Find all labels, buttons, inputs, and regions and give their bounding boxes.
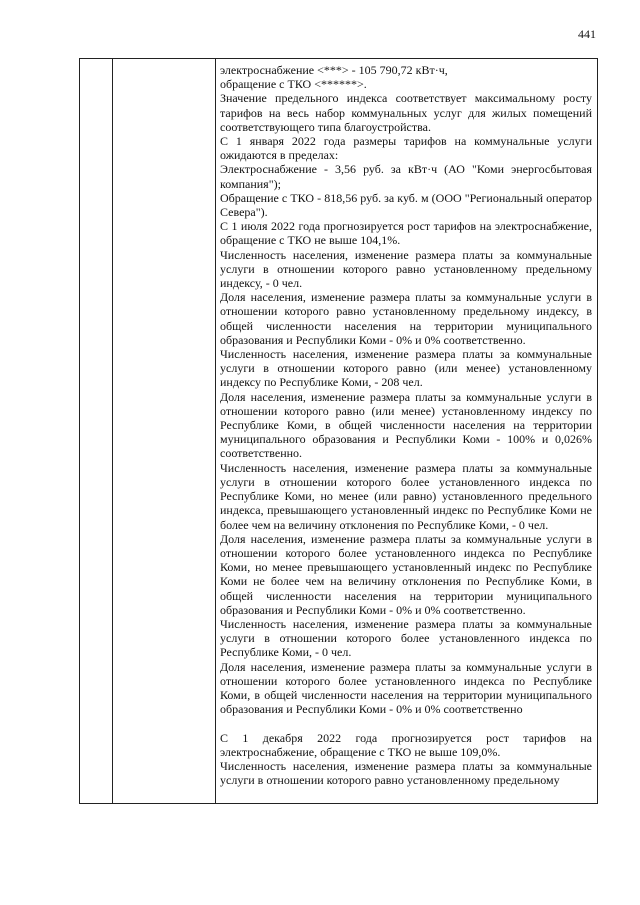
paragraph: Численность населения, изменение размера платы за коммунальные услуги в отношении которого равно (или менее) установленному индексу по Республике Коми, - 208 чел. (220, 347, 592, 390)
paragraph: С 1 июля 2022 года прогнозируется рост тарифов на электроснабжение, обращение с ТКО не выше 104,1%. (220, 219, 592, 248)
paragraph: Доля населения, изменение размера платы за коммунальные услуги в отношении которого более установленного индекса по Республике Коми, в общей численности населения на территории муниципального образования и Республики Коми - 0% и 0% соответственно (220, 659, 592, 717)
paragraph: С 1 декабря 2022 года прогнозируется рост тарифов на электроснабжение, обращение с ТКО не выше 109,0%. (220, 730, 592, 759)
page-number: 441 (578, 27, 596, 41)
paragraph: Численность населения, изменение размера платы за коммунальные услуги в отношении которого более установленного индекса по Республике Коми, - 0 чел. (220, 616, 592, 660)
paragraph: Электроснабжение - 3,56 руб. за кВт·ч (АО "Коми энергосбытовая компания"); (220, 162, 592, 191)
paragraph: С 1 января 2022 года размеры тарифов на коммунальные услуги ожидаются в пределах: (220, 134, 592, 163)
paragraph: Численность населения, изменение размера платы за коммунальные услуги в отношении которого равно установленному предельному (220, 758, 592, 788)
paragraph: электроснабжение <***> - 105 790,72 кВт·ч, (220, 63, 448, 77)
paragraph: Доля населения, изменение размера платы за коммунальные услуги в отношении которого более установленного индекса по Республике Коми, но менее превышающего установленный индекс по Республике Коми не более чем на величину отклонения по Республике Коми, в общей численности населения на территории муниципального образования и Республики Коми - 0% и 0% соответственно. (220, 531, 592, 617)
paragraph: Доля населения, изменение размера платы за коммунальные услуги в отношении которого равно установленному предельному индексу, в общей численности населения на территории муниципального образования и Республики Коми - 0% и 0% соответственно. (220, 290, 592, 347)
table-column-divider (112, 59, 113, 803)
paragraph: обращение с ТКО <******>. (220, 77, 367, 92)
table-text-cell (220, 63, 592, 787)
paragraph: Значение предельного индекса соответствует максимальному росту тарифов на весь набор коммунальных услуг для жилых помещений соответствующего типа благоустройства. (220, 91, 592, 134)
paragraph: Обращение с ТКО - 818,56 руб. за куб. м (ООО "Региональный оператор Севера"). (220, 190, 592, 220)
table-column-divider (215, 59, 216, 803)
paragraph: Численность населения, изменение размера платы за коммунальные услуги в отношении которого более установленного индекса по Республике Коми, но менее (или равно) установленного предельного индекса, превышающего установленный индекс по Республике Коми не более чем на величину отклонения по Республике Коми, - 0 чел. (220, 460, 592, 532)
blank-line (220, 716, 592, 730)
document-table (79, 58, 598, 804)
paragraph: Доля населения, изменение размера платы за коммунальные услуги в отношении которого равно (или менее) установленному индексу по Республике Коми, в общей численности населения на территории муниципального образования и Республики Коми - 100% и 0,026% соответственно. (220, 389, 592, 461)
paragraph: Численность населения, изменение размера платы за коммунальные услуги в отношении которого равно установленному предельному индексу, - 0 чел. (220, 247, 592, 291)
